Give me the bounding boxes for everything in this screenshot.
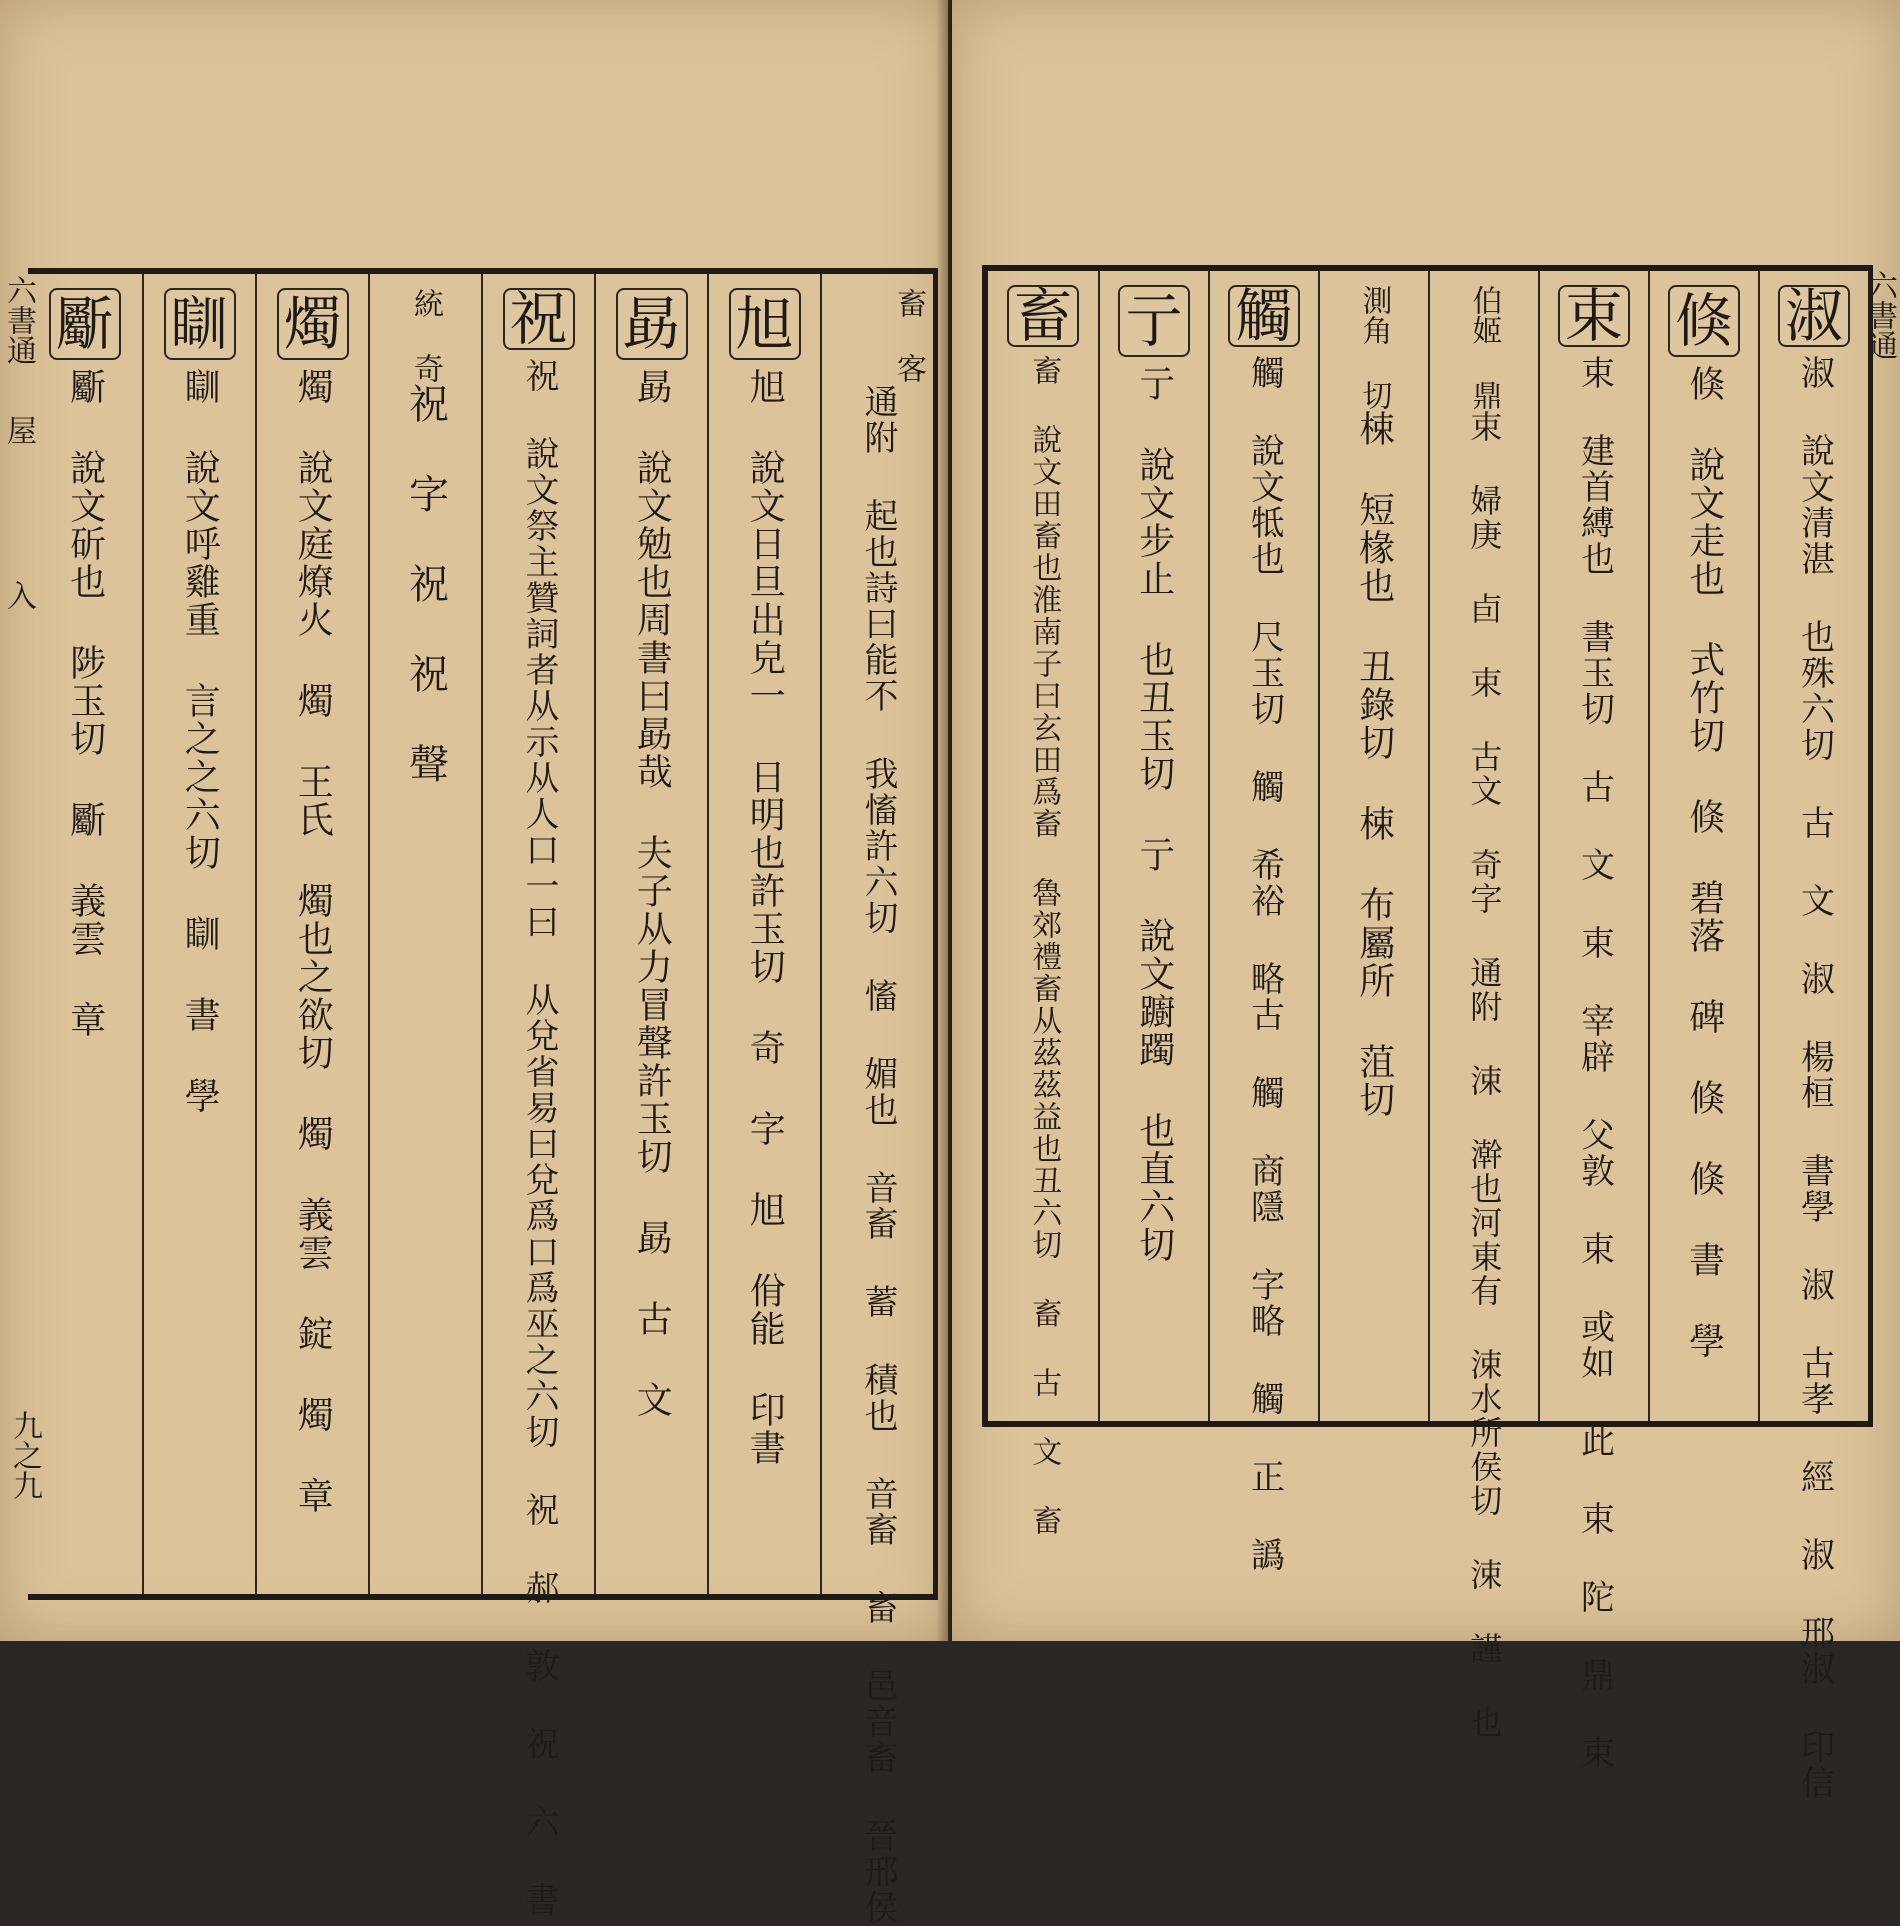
- column-text: 淑 說文清湛 也殊六切 古 文 淑 楊桓 書學 淑 古孝 經 淑 邢淑 印信: [1794, 355, 1835, 1801]
- head-character: 畜: [1007, 285, 1079, 347]
- left-page-number: 九之九: [7, 1410, 42, 1500]
- right-column-2: [1648, 271, 1758, 1421]
- head-character: 祝: [503, 288, 575, 350]
- head-character: 旭: [729, 288, 801, 360]
- right-column-7: [1098, 271, 1208, 1421]
- column-preface: 測角 切: [1356, 285, 1392, 410]
- column-preface: 統 奇: [408, 288, 443, 383]
- column-text: 燭 說文庭燎火 燭 王氏 燭也之欲切 燭 義雲 錠 燭 章: [292, 368, 334, 1515]
- left-column-2: [707, 274, 820, 1594]
- column-text: 亍 說文步止 也丑玉切 亍 說文躕躅 也直六切: [1133, 365, 1175, 1264]
- column-text: 畜 說文田畜也淮南子曰玄田爲畜 魯郊禮畜从茲茲益也丑六切 畜 古 文 畜: [1026, 355, 1062, 1537]
- right-column-3: [1538, 271, 1648, 1771]
- column-preface: 畜 客: [891, 288, 926, 383]
- left-column-8: [28, 274, 142, 1594]
- left-margin-title: 六書通: [1, 275, 36, 365]
- head-character: 倏: [1668, 285, 1740, 357]
- right-margin-title: 六書通: [1862, 270, 1897, 360]
- column-text: 倏 說文走也 式竹切 倏 碧落 碑 倏 倏 書 學: [1683, 365, 1725, 1360]
- head-character: 淑: [1778, 285, 1850, 347]
- head-character: 觸: [1228, 285, 1300, 347]
- left-margin-mark: 入: [1, 580, 36, 610]
- left-column-4: [481, 274, 594, 1918]
- head-character: 束: [1558, 285, 1630, 347]
- left-column-1: [820, 274, 933, 1926]
- column-text: 瞓 說文呼雞重 言之之六切 瞓 書 學: [179, 368, 221, 1115]
- right-column-6: [1208, 271, 1318, 1573]
- head-character: 燭: [277, 288, 349, 360]
- column-text: 束 建首縛也 書玉切 古 文 束 宰辟 父敦 束 或如 此 束 陀 鼎 束: [1574, 355, 1615, 1771]
- right-column-5: [1318, 271, 1428, 1421]
- column-text: 通附 起也詩曰能不 我慉許六切 慉 媚也 音畜 蓄 積也 音畜 畜 邑音畜 晉邢侯: [858, 384, 899, 1926]
- left-column-7: [142, 274, 255, 1594]
- left-column-5: [368, 274, 481, 1594]
- right-column-4: [1428, 271, 1538, 1740]
- right-column-1: [1758, 271, 1868, 1801]
- head-character: 瞓: [164, 288, 236, 360]
- head-character: 斸: [49, 288, 121, 360]
- column-text: 梀 短椽也 丑錄切 梀 布屬所 菹切: [1353, 410, 1395, 1119]
- left-text-frame: [28, 268, 938, 1926]
- left-column-3: [594, 274, 707, 1594]
- left-margin-section: 屋: [1, 415, 36, 445]
- column-text: 束 婦庚 卣 束 古文 奇字 通附 涑 澣也河東有 涑水所侯切 涑 謹 也: [1465, 410, 1504, 1740]
- right-columns: [988, 271, 1868, 1801]
- column-text: 觸 說文牴也 尺玉切 觸 希裕 略古 觸 商隱 字略 觸 正 譌: [1244, 355, 1285, 1573]
- head-character: 亍: [1118, 285, 1190, 357]
- left-page: [0, 0, 948, 1926]
- left-columns: [28, 274, 933, 1926]
- column-text: 祝 說文祭主贊詞者从示从人口一曰 从兌省易曰兌爲口爲巫之六切 祝 郝 敦 祝 六 書: [519, 358, 560, 1918]
- right-page: [952, 0, 1900, 1801]
- right-text-frame: [982, 265, 1873, 1801]
- column-text: 祝 字 祝 祝 聲: [402, 383, 449, 785]
- head-character: 勗: [616, 288, 688, 360]
- left-column-6: [255, 274, 368, 1594]
- column-text: 斸 說文斫也 陟玉切 斸 義雲 章: [64, 368, 106, 1039]
- column-text: 勗 說文勉也周書曰勗哉 夫子从力冒聲許玉切 勗 古 文: [631, 368, 673, 1419]
- right-column-8: [988, 271, 1098, 1537]
- column-preface: 伯姬 鼎: [1466, 285, 1502, 410]
- column-text: 旭 說文日旦出皃一 日明也許玉切 奇 字 旭 佾能 印書: [744, 368, 786, 1467]
